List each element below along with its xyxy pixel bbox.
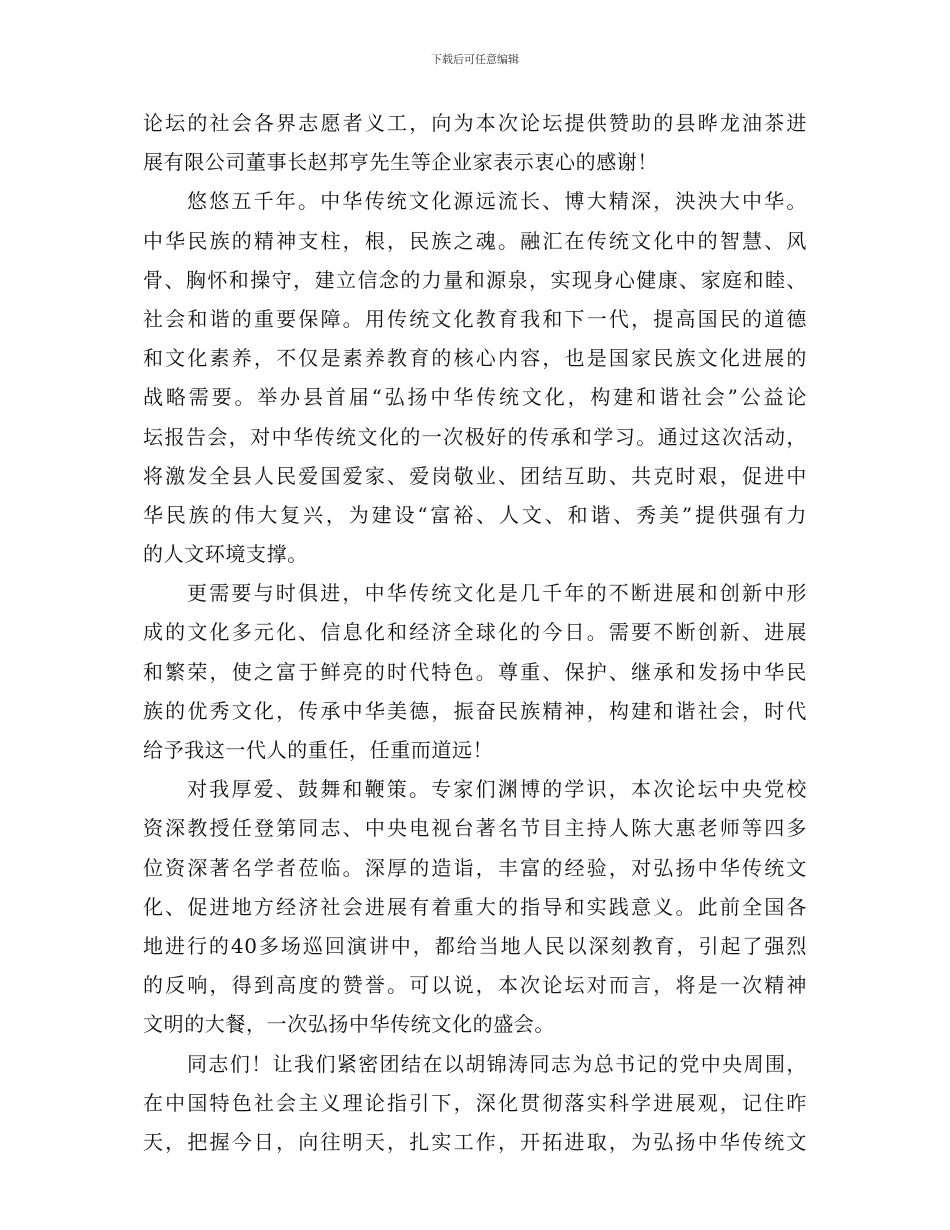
text-line: 族的优秀文化，传承中华美德，振奋民族精神，构建和谐社会，时代 [143, 698, 807, 723]
paragraph-4 [143, 770, 807, 1044]
text-line: 展有限公司董事长赵邦亨先生等企业家表示衷心的感谢！ [143, 150, 658, 175]
text-line: 化、促进地方经济社会进展有着重大的指导和实践意义。此前全国各 [143, 894, 807, 919]
text-line: 的反响，得到高度的赞誉。可以说，本次论坛对而言，将是一次精神 [143, 973, 807, 998]
text-line: 社会和谐的重要保障。用传统文化教育我和下一代，提高国民的道德 [143, 306, 807, 331]
text-line: 在中国特色社会主义理论指引下，深化贯彻落实科学进展观，记住昨 [143, 1090, 807, 1115]
text-line: 资深教授任登第同志、中央电视台著名节目主持人陈大惠老师等四多 [143, 816, 807, 841]
text-line: 论坛的社会各界志愿者义工，向为本次论坛提供赞助的县晔龙油茶进 [143, 111, 807, 135]
document-body [143, 104, 807, 1162]
text-line: 位资深著名学者莅临。深厚的造诣，丰富的经验，对弘扬中华传统文 [143, 855, 807, 880]
text-line: 同志们！让我们紧密团结在以胡锦涛同志为总书记的党中央周围， [187, 1051, 807, 1076]
text-line: 战略需要。举办县首届“弘扬中华传统文化，构建和谐社会”公益论 [143, 385, 807, 410]
text-line: 将激发全县人民爱国爱家、爱岗敬业、团结互助、共克时艰，促进中 [143, 463, 807, 488]
paragraph-1 [143, 104, 807, 182]
text-line: 华民族的伟大复兴，为建设“富裕、人文、和谐、秀美”提供强有力 [143, 502, 807, 527]
page-header: 下载后可任意编辑 [431, 53, 519, 66]
text-line: 天，把握今日，向往明天，扎实工作，开拓进取，为弘扬中华传统文 [143, 1129, 807, 1154]
text-line: 坛报告会，对中华传统文化的一次极好的传承和学习。通过这次活动， [143, 424, 807, 449]
text-line: 地进行的40多场巡回演讲中，都给当地人民以深刻教育，引起了强烈 [143, 933, 807, 958]
text-line: 文明的大餐，一次弘扬中华传统文化的盛会。 [143, 1012, 555, 1037]
paragraph-5 [143, 1045, 807, 1163]
text-line: 和文化素养，不仅是素养教育的核心内容，也是国家民族文化进展的 [143, 346, 807, 371]
text-line: 悠悠五千年。中华传统文化源远流长、博大精深，泱泱大中华。 [187, 189, 807, 214]
text-line: 成的文化多元化、信息化和经济全球化的今日。需要不断创新、进展 [143, 620, 807, 645]
text-line: 骨、胸怀和操守，建立信念的力量和源泉，实现身心健康、家庭和睦、 [143, 267, 807, 292]
text-line: 中华民族的精神支柱，根，民族之魂。融汇在传统文化中的智慧、风 [143, 228, 807, 253]
text-line: 更需要与时俱进，中华传统文化是几千年的不断进展和创新中形 [187, 581, 807, 606]
text-line: 的人文环境支撑。 [143, 542, 308, 567]
text-line: 对我厚爱、鼓舞和鞭策。专家们渊博的学识，本次论坛中央党校 [187, 777, 807, 802]
paragraph-3 [143, 574, 807, 770]
paragraph-2 [143, 182, 807, 574]
text-line: 和繁荣，使之富于鲜亮的时代特色。尊重、保护、继承和发扬中华民 [143, 659, 807, 684]
text-line: 给予我这一代人的重任，任重而道远！ [143, 738, 494, 762]
